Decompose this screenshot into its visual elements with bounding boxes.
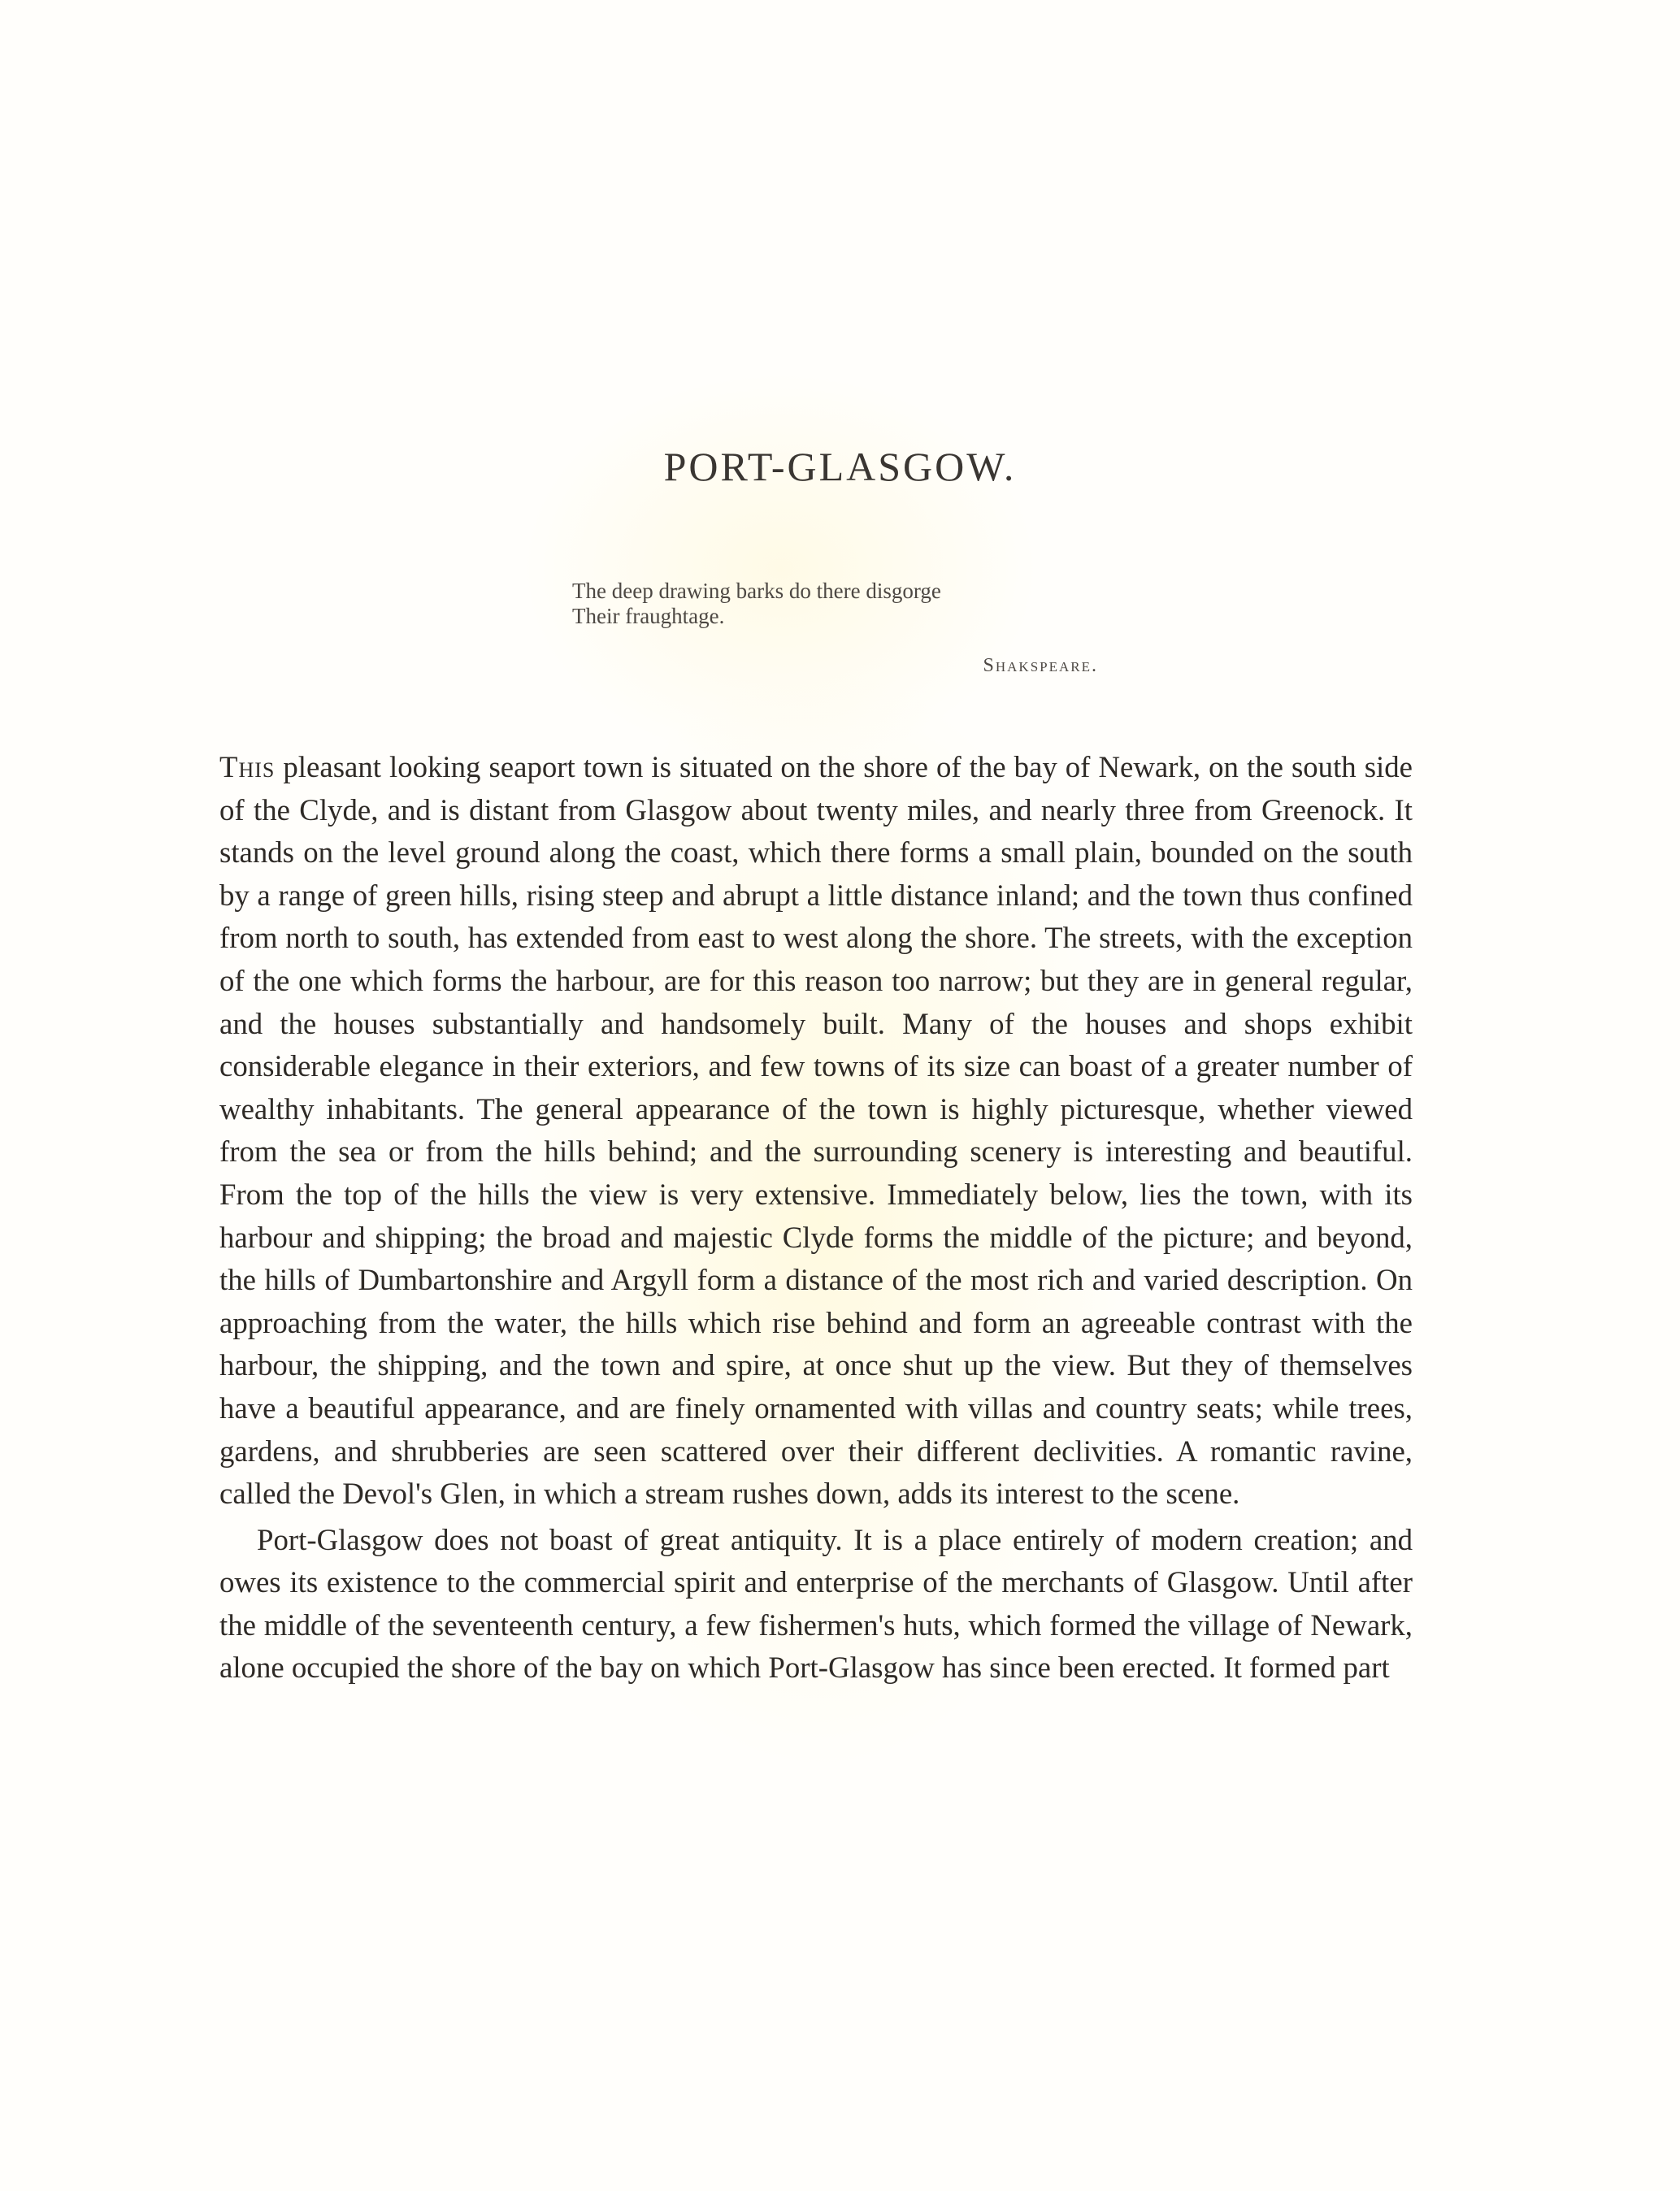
epigraph-line-1: The deep drawing barks do there disgorge <box>572 579 941 603</box>
paragraph-2: Port-Glasgow does not boast of great antiquity. It is a place entirely of modern creation; and owes its existence to the commercial spirit and enterprise of the merchants of Glasgow. Until after the middle of the seventeenth century, a few fishermen's huts, which formed the village of Newark, alone occupied the shore of the bay on which Port-Glasgow has since been erected. It formed part <box>219 1522 1413 1685</box>
paragraph-1-opening-word: This <box>219 750 276 783</box>
epigraph-line-2: Their fraughtage. <box>572 604 725 628</box>
body-text <box>219 746 1413 1690</box>
paragraph-1-text: pleasant looking seaport town is situated on the shore of the bay of Newark, on the south side of the Clyde, and is distant from Glasgow about twenty miles, and nearly three from Greenock. It stands on the level ground along the coast, which there forms a small plain, bounded on the south by a range of green hills, rising steep and abrupt a little distance inland; and the town thus confined from north to south, has extended from east to west along the shore. The streets, with the exception of the one which forms the harbour, are for this reason too narrow; but they are in general regular, and the houses substantially and handsomely built. Many of the houses and shops exhibit considerable elegance in their exteriors, and few towns of its size can boast of a greater number of wealthy inhabitants. The general appearance of the town is highly picturesque, whether viewed from the sea or from the hills behind; and the surrounding scenery is interesting and beautiful. From the top of the hills the view is very extensive. Immediately below, lies the town, with its harbour and shipping; the broad and majestic Clyde forms the middle of the picture; and beyond, the hills of Dumbartonshire and Argyll form a distance of the most rich and varied description. On approaching from the water, the hills which rise behind and form an agreeable contrast with the harbour, the shipping, and the town and spire, at once shut up the view. But they of themselves have a beautiful appearance, and are finely ornamented with villas and country seats; while trees, gardens, and shrubberies are seen scattered over their different declivities. A romantic ravine, called the Devol's Glen, in which a stream rushes down, adds its interest to the scene. <box>219 750 1413 1511</box>
epigraph <box>572 579 1098 676</box>
page-title: PORT-GLASGOW. <box>663 444 1017 489</box>
paragraph-1 <box>219 746 1413 1516</box>
epigraph-attribution: Shakspeare. <box>983 655 1098 676</box>
